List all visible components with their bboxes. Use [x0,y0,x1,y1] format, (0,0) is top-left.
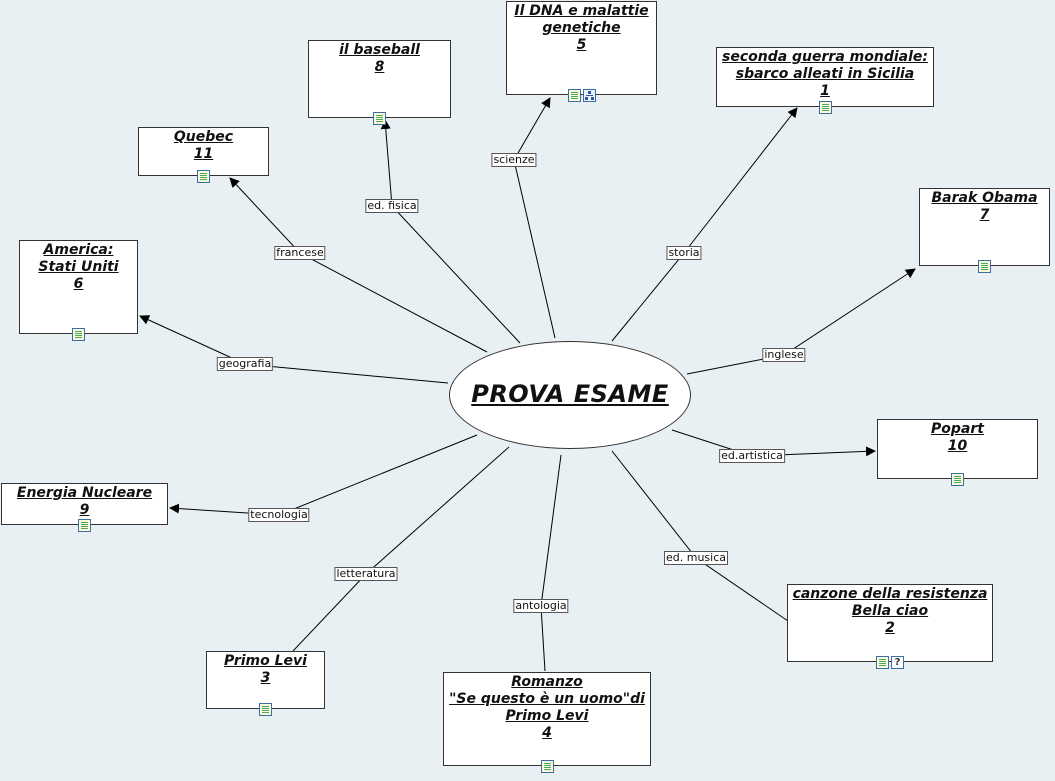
concept-node-obama[interactable] [919,188,1050,266]
link-label-edmusica: ed. musica [665,551,727,564]
concept-title-resistenza: canzone della resistenza Bella ciao 2 [792,586,988,636]
link-antologia [541,455,561,671]
link-label-scienze: scienze [493,153,535,166]
link-label-storia: storia [668,246,700,259]
document-icon[interactable] [541,760,554,773]
node-icons [878,473,1037,486]
node-icons [207,703,324,716]
node-icons [920,260,1049,273]
link-label-edfisica: ed. fisica [367,199,417,212]
concept-node-popart[interactable] [877,419,1038,479]
document-icon[interactable] [978,260,991,273]
concept-title-quebec: Quebec 11 [173,129,234,162]
central-concept-node[interactable] [449,341,691,449]
node-icons [20,328,137,341]
link-label-antologia: antologia [515,599,567,612]
concept-title-america: America: Stati Uniti 6 [38,242,119,292]
node-icons [788,656,992,669]
help-icon[interactable]: ? [891,656,904,669]
node-icons [309,112,450,125]
document-icon[interactable] [951,473,964,486]
node-icons [2,519,167,532]
document-icon[interactable] [259,703,272,716]
concept-title-popart: Popart 10 [931,421,984,454]
concept-title-dna: Il DNA e malattie genetiche 5 [514,3,649,53]
link-tecnologia [170,435,477,515]
link-geografia [140,316,448,383]
concept-title-levi: Primo Levi 3 [224,653,307,686]
concept-node-resistenza[interactable] [787,584,993,668]
document-icon[interactable] [78,519,91,532]
concept-node-dna[interactable] [506,1,657,95]
link-label-edartistica: ed.artistica [721,449,783,462]
document-icon[interactable] [876,656,889,669]
concept-node-quebec[interactable] [138,127,269,176]
link-francese [230,178,487,352]
link-label-inglese: inglese [764,348,804,361]
concept-title-obama: Barak Obama 7 [931,190,1038,223]
concept-node-guerra[interactable] [716,47,934,107]
link-label-geografia: geografia [218,357,272,370]
central-concept-title: PROVA ESAME [471,380,669,408]
node-icons [717,101,933,114]
link-letteratura [293,447,509,651]
document-icon[interactable] [72,328,85,341]
concept-title-romanzo: Romanzo "Se questo è un uomo"di Primo Levi 4 [449,674,645,741]
link-edmusica [612,451,788,621]
document-icon[interactable] [373,112,386,125]
document-icon[interactable] [819,101,832,114]
link-scienze [514,98,555,338]
document-icon[interactable] [197,170,210,183]
document-icon[interactable] [568,89,581,102]
node-icons [507,89,656,102]
link-label-francese: francese [276,246,324,259]
concept-title-nucleare: Energia Nucleare 9 [16,485,153,518]
concept-node-nucleare[interactable] [1,483,168,525]
concept-node-romanzo[interactable] [443,672,651,766]
concept-node-levi[interactable] [206,651,325,709]
node-icons [444,760,650,773]
concept-title-baseball: il baseball 8 [339,42,420,75]
concept-map-icon[interactable] [583,89,596,102]
node-icons [139,170,268,183]
link-label-tecnologia: tecnologia [250,508,308,521]
concept-node-baseball[interactable] [308,40,451,118]
link-storia [612,108,797,341]
concept-node-america[interactable] [19,240,138,334]
link-label-letteratura: letteratura [336,567,396,580]
concept-title-guerra: seconda guerra mondiale: sbarco alleati in Sicilia 1 [721,49,928,99]
